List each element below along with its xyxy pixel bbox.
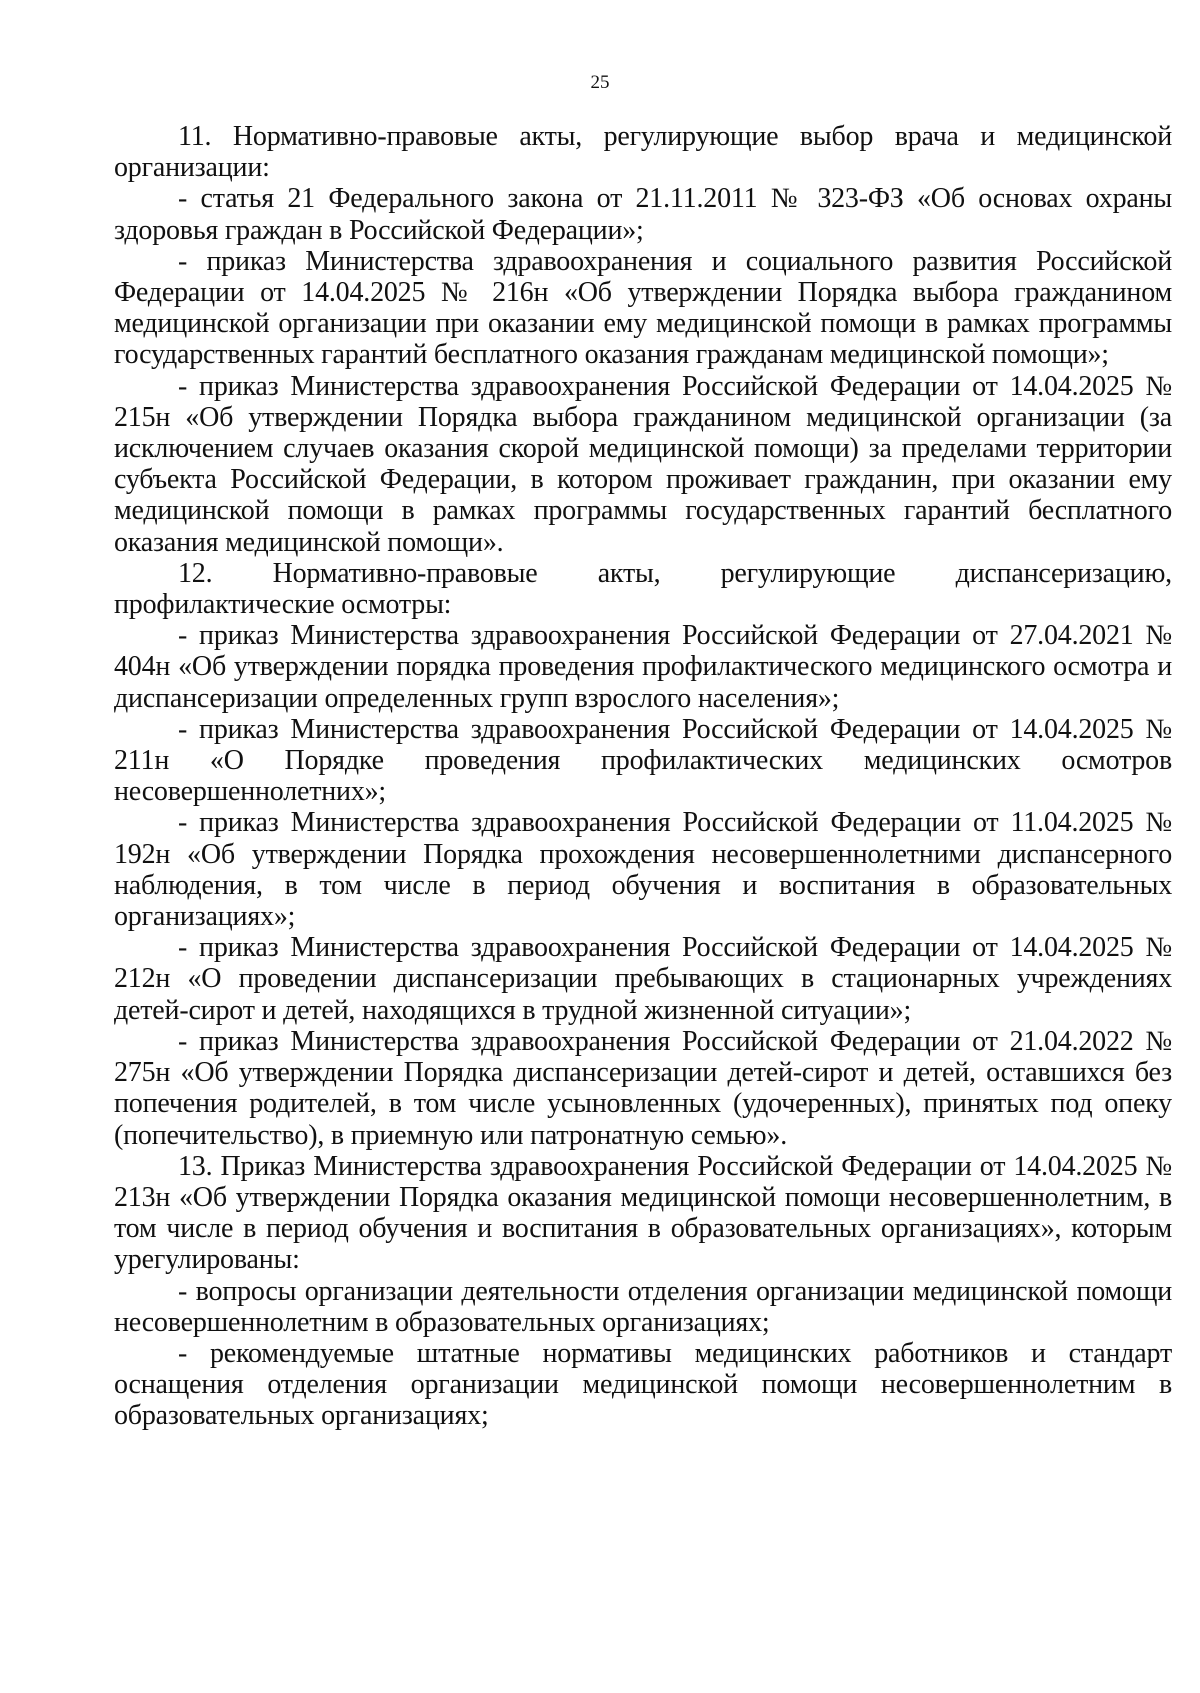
paragraph-11-heading: 11. Нормативно-правовые акты, регулирующие выбор врача и медицинской организации: <box>114 121 1172 184</box>
list-item-order-215n: - приказ Министерства здравоохранения Российской Федерации от 14.04.2025 № 215н «Об утверждении Порядка выбора гражданином медицинской организации (за исключением случаев оказания скорой медицинской помощи) за пределами территории субъекта Российской Федерации, в котором проживает гражданин, при оказании ему медицинской помощи в рамках программы государственных гарантий бесплатного оказания медицинской помощи». <box>114 370 1172 558</box>
list-item-order-212n: - приказ Министерства здравоохранения Российской Федерации от 14.04.2025 № 212н «О проведении диспансеризации пребывающих в стационарных учреждениях детей-сирот и детей, находящихся в трудной жизненной ситуации»; <box>114 932 1172 1026</box>
page-number: 25 <box>590 72 610 93</box>
list-item-law-323fz: - статья 21 Федерального закона от 21.11.2011 № 323-ФЗ «Об основах охраны здоровья граждан в Российской Федерации»; <box>114 183 1172 246</box>
list-item-order-192n: - приказ Министерства здравоохранения Российской Федерации от 11.04.2025 № 192н «Об утверждении Порядка прохождения несовершеннолетними диспансерного наблюдения, в том числе в период обучения и воспитания в образовательных организациях»; <box>114 807 1172 933</box>
list-item-order-404n: - приказ Министерства здравоохранения Российской Федерации от 27.04.2021 № 404н «Об утверждении порядка проведения профилактического медицинского осмотра и диспансеризации определенных групп взрослого населения»; <box>114 620 1172 714</box>
list-item-order-275n: - приказ Министерства здравоохранения Российской Федерации от 21.04.2022 № 275н «Об утверждении Порядка диспансеризации детей-сирот и детей, оставшихся без попечения родителей, в том числе усыновленных (удочеренных), принятых под опеку (попечительство), в приемную или патронатную семью». <box>114 1025 1172 1151</box>
list-item-order-211n: - приказ Министерства здравоохранения Российской Федерации от 14.04.2025 № 211н «О Порядке проведения профилактических медицинских осмотров несовершеннолетних»; <box>114 713 1172 808</box>
list-item-department-organization: - вопросы организации деятельности отделения организации медицинской помощи несовершеннолетним в образовательных организациях; <box>114 1275 1172 1338</box>
document-body <box>114 121 1172 1432</box>
paragraph-12-heading: 12. Нормативно-правовые акты, регулирующие диспансеризацию, профилактические осмотры: <box>114 557 1172 621</box>
paragraph-13-heading: 13. Приказ Министерства здравоохранения Российской Федерации от 14.04.2025 № 213н «Об утверждении Порядка оказания медицинской помощи несовершеннолетним, в том числе в период обучения и воспитания в образовательных организациях», которым урегулированы: <box>114 1150 1172 1276</box>
list-item-staffing-standards: - рекомендуемые штатные нормативы медицинских работников и стандарт оснащения отделения организации медицинской помощи несовершеннолетним в образовательных организациях; <box>114 1337 1172 1432</box>
list-item-order-216n: - приказ Министерства здравоохранения и социального развития Российской Федерации от 14.04.2025 № 216н «Об утверждении Порядка выбора гражданином медицинской организации при оказании ему медицинской помощи в рамках программы государственных гарантий бесплатного оказания гражданам медицинской помощи»; <box>114 245 1172 371</box>
